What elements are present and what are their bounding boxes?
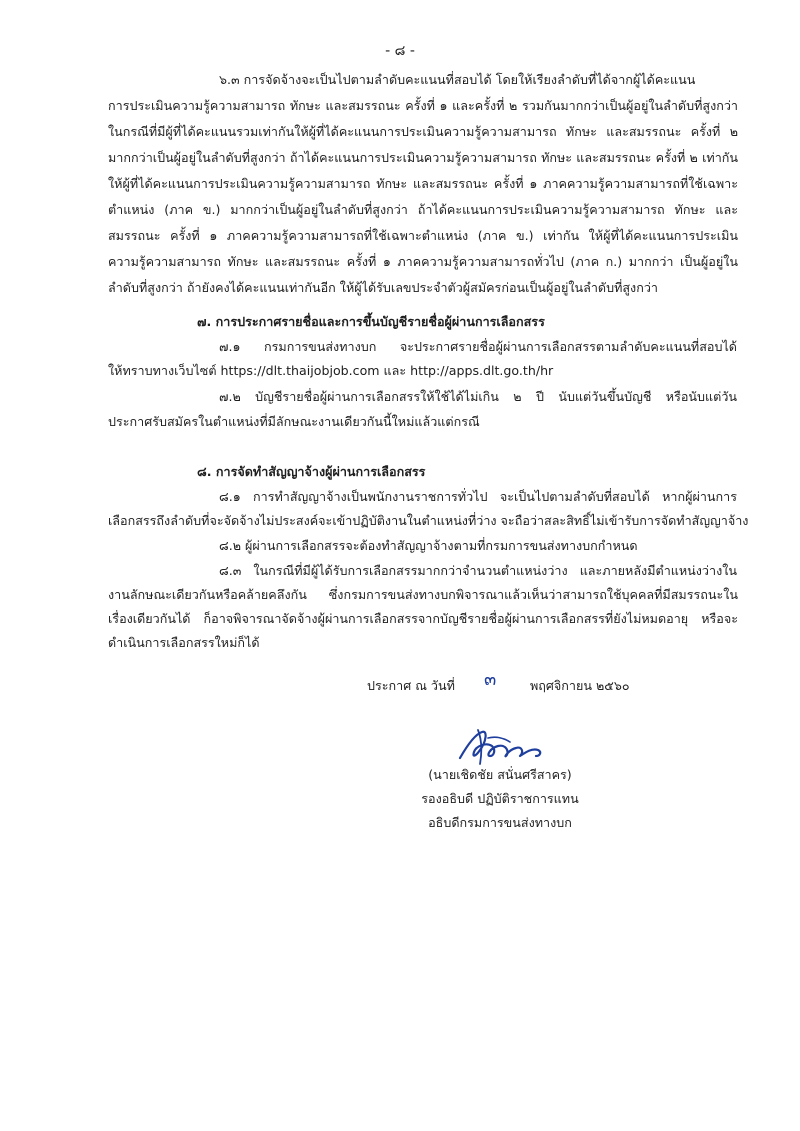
section-heading: ๘. การจัดทำสัญญาจ้างผู้ผ่านการเลือกสรร [197,464,426,479]
signatory-name: (นายเชิดชัย สนั่นศรีสาคร) [428,767,572,782]
announcement-month-year: พฤศจิกายน ๒๕๖๐ [530,678,630,693]
paragraph-line: ประกาศรับสมัครในตำแหน่งที่มีลักษณะงานเดียวกันนี้ใหม่แล้วแต่กรณี [108,414,480,429]
handwritten-signature [452,722,552,770]
paragraph-line: ๖.๓ การจัดจ้างจะเป็นไปตามลำดับคะแนนที่สอบได้ โดยให้เรียงลำดับที่ได้จากผู้ได้คะแนน [219,72,696,87]
paragraph-line: สมรรถนะ ครั้งที่ ๑ ภาคความรู้ความสามารถที่ใช้เฉพาะตำแหน่ง (ภาค ข.) เท่ากัน ให้ผู้ที่ได้คะแนนการประเมิน [108,228,738,243]
paragraph-line: งานลักษณะเดียวกันหรือคล้ายคลึงกัน ซึ่งกรมการขนส่งทางบกพิจารณาแล้วเห็นว่าสามารถใช้บุคคลที่มีสมรรถนะใน [108,587,738,602]
section-heading: ๗. การประกาศรายชื่อและการขึ้นบัญชีรายชื่อผู้ผ่านการเลือกสรร [197,314,545,329]
paragraph-line: เรื่องเดียวกันได้ ก็อาจพิจารณาจัดจ้างผู้ผ่านการเลือกสรรจากบัญชีรายชื่อผู้ผ่านการเลือกสรรที่ยังไม่หมดอายุ หรือจะ [108,611,738,626]
paragraph-line: มากกว่าเป็นผู้อยู่ในลำดับที่สูงกว่า ถ้าได้คะแนนการประเมินความรู้ความสามารถ ทักษะ และสมรรถนะ ครั้งที่ ๒ เท่ากัน [108,150,738,165]
paragraph-line: ๘.๑ การทำสัญญาจ้างเป็นพนักงานราชการทั่วไป จะเป็นไปตามลำดับที่สอบได้ หากผู้ผ่านการ [219,489,737,504]
signatory-office: อธิบดีกรมการขนส่งทางบก [428,815,572,830]
paragraph-line: ในกรณีที่มีผู้ที่ได้คะแนนรวมเท่ากันให้ผู้ที่ได้คะแนนการประเมินความรู้ความสามารถ ทักษะ และสมรรถนะ ครั้งที่ ๒ [108,124,738,139]
paragraph-line: เลือกสรรถึงลำดับที่จะจัดจ้างไม่ประสงค์จะเข้าปฏิบัติงานในตำแหน่งที่ว่าง จะถือว่าสละสิทธิ์ไม่เข้ารับการจัดทำสัญญาจ้าง [108,513,749,528]
announcement-label: ประกาศ ณ วันที่ [367,678,455,693]
paragraph-line: ดำเนินการเลือกสรรใหม่ก็ได้ [108,635,260,650]
paragraph-line: ๗.๑ กรมการขนส่งทางบก จะประกาศรายชื่อผู้ผ่านการเลือกสรรตามลำดับคะแนนที่สอบได้ [219,339,737,354]
announcement-day: ๓ [484,669,497,690]
signatory-position: รองอธิบดี ปฏิบัติราชการแทน [421,791,579,806]
paragraph-line: ๘.๓ ในกรณีที่มีผู้ได้รับการเลือกสรรมากกว่าจำนวนตำแหน่งว่าง และภายหลังมีตำแหน่งว่างใน [219,563,737,578]
paragraph-line: ลำดับที่สูงกว่า ถ้ายังคงได้คะแนนเท่ากันอีก ให้ผู้ได้รับเลขประจำตัวผู้สมัครก่อนเป็นผู้อยู่ในลำดับที่สูงกว่า [108,280,658,295]
paragraph-line: การประเมินความรู้ความสามารถ ทักษะ และสมรรถนะ ครั้งที่ ๑ และครั้งที่ ๒ รวมกันมากกว่าเป็นผู้อยู่ในลำดับที่สูงกว่า [108,98,738,113]
paragraph-line: ให้ทราบทางเว็บไซต์ https://dlt.thaijobjob.com และ http://apps.dlt.go.th/hr [108,363,554,378]
paragraph-line: ๗.๒ บัญชีรายชื่อผู้ผ่านการเลือกสรรให้ใช้ได้ไม่เกิน ๒ ปี นับแต่วันขึ้นบัญชี หรือนับแต่วัน [219,389,737,404]
paragraph-line: ๘.๒ ผู้ผ่านการเลือกสรรจะต้องทำสัญญาจ้างตามที่กรมการขนส่งทางบกกำหนด [219,538,638,553]
paragraph-line: ให้ผู้ที่ได้คะแนนการประเมินความรู้ความสามารถ ทักษะ และสมรรถนะ ครั้งที่ ๑ ภาคความรู้ความสามารถที่ใช้เฉพาะ [108,176,738,191]
paragraph-line: ตำแหน่ง (ภาค ข.) มากกว่าเป็นผู้อยู่ในลำดับที่สูงกว่า ถ้าได้คะแนนการประเมินความรู้ความสามารถ ทักษะ และ [108,202,738,217]
paragraph-line: ความรู้ความสามารถ ทักษะ และสมรรถนะ ครั้งที่ ๑ ภาคความรู้ความสามารถทั่วไป (ภาค ก.) มากกว่า เป็นผู้อยู่ใน [108,254,738,269]
page-number: - ๘ - [385,43,415,59]
